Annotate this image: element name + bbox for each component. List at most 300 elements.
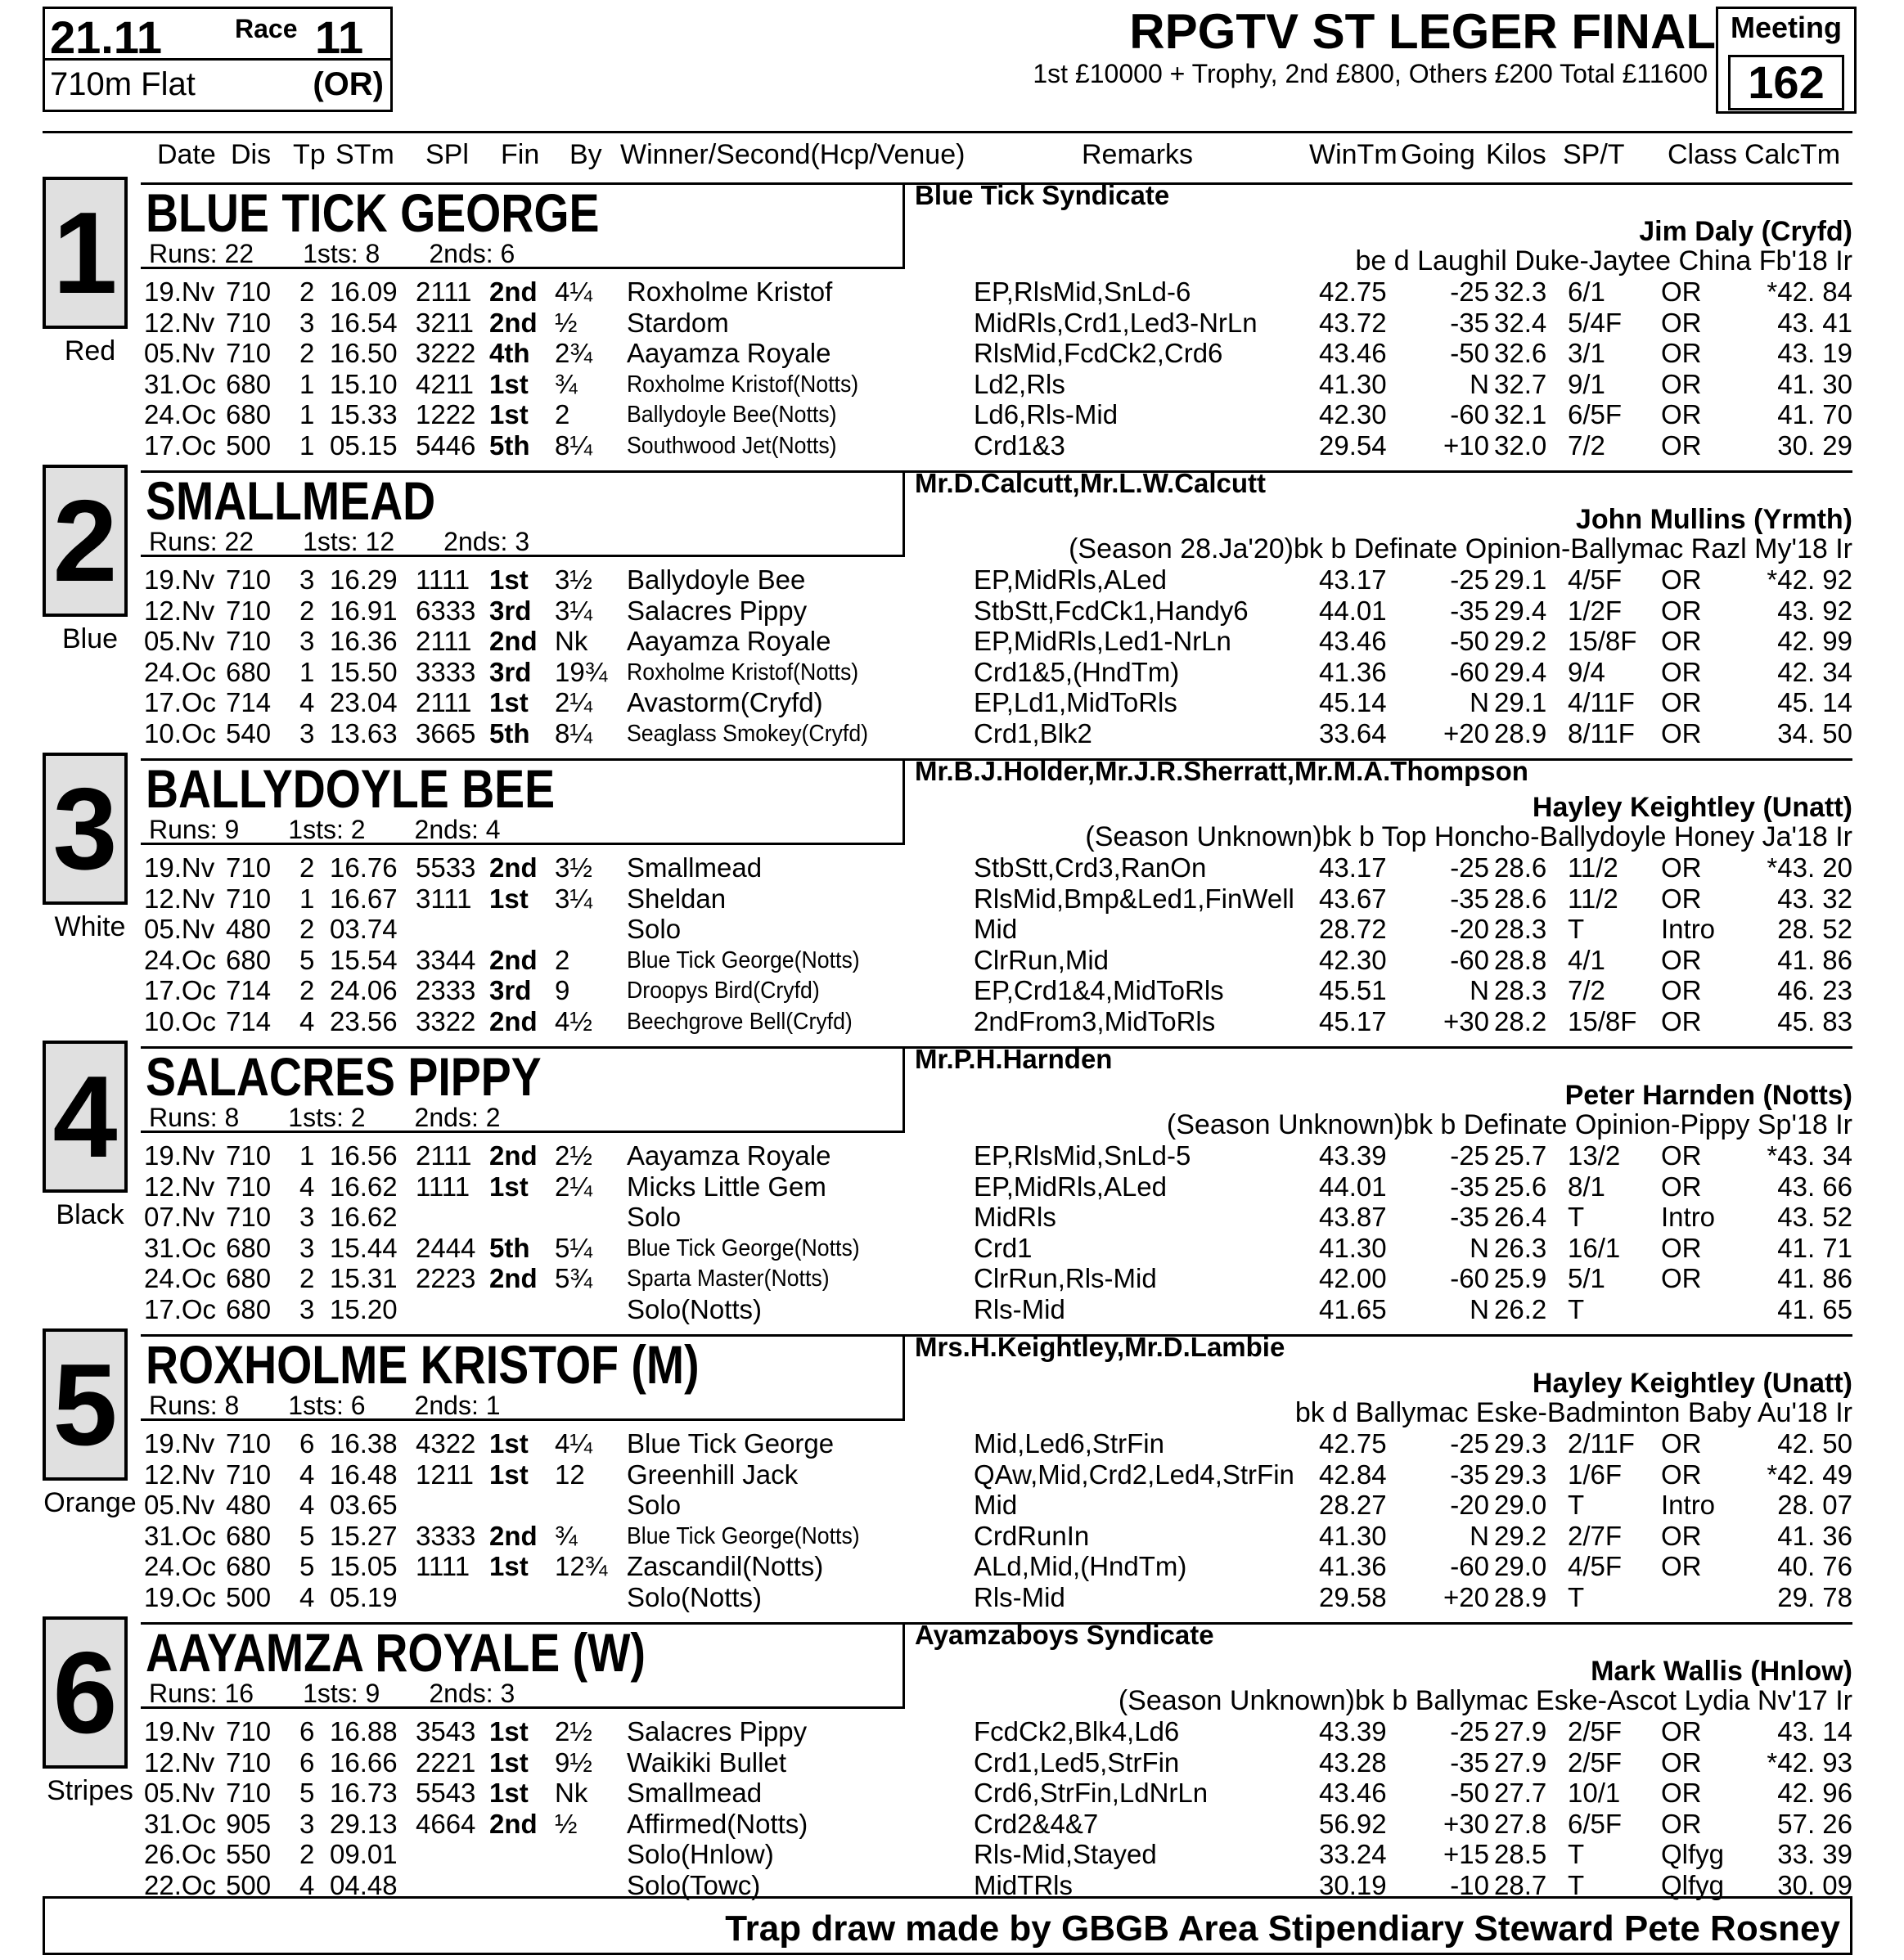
form-spl: 3222 — [416, 338, 476, 368]
form-fin: 1st — [489, 883, 529, 914]
form-fin: 2nd — [489, 276, 538, 307]
form-going: N — [1470, 975, 1489, 1005]
trap-color-label: Red — [64, 335, 116, 366]
form-fin: 4th — [489, 338, 530, 368]
form-winner: Solo(Towc) — [627, 1870, 761, 1900]
dog-name-box — [141, 1046, 905, 1133]
breeding: (Season Unknown)bk b Ballymac Eske-Ascot Lydia Nv'17 Ir — [1118, 1685, 1852, 1716]
form-fin: 3rd — [489, 657, 532, 687]
form-dis: 550 — [226, 1839, 272, 1869]
form-row — [0, 1582, 1904, 1613]
form-going: -35 — [1450, 1459, 1489, 1490]
form-dis: 680 — [226, 1233, 272, 1263]
form-dis: 680 — [226, 1551, 272, 1581]
form-going: N — [1470, 687, 1489, 717]
form-dis: 680 — [226, 657, 272, 687]
form-by: 4¼ — [555, 276, 592, 307]
form-kilos: 26.2 — [1494, 1294, 1547, 1324]
form-by: 19¾ — [555, 657, 608, 687]
form-dis: 480 — [226, 1490, 272, 1520]
form-calctm: 57. 26 — [1777, 1809, 1852, 1839]
firsts-count: 1sts: 2 — [288, 1103, 366, 1132]
form-calctm: 28. 52 — [1777, 914, 1852, 944]
form-wintm: 44.01 — [1319, 1171, 1387, 1202]
form-dis: 680 — [226, 1521, 272, 1551]
form-spl: 1222 — [416, 399, 476, 429]
form-spt: 8/1 — [1568, 1171, 1605, 1202]
form-remarks: MidRls,Crd1,Led3-NrLn — [974, 308, 1258, 338]
col-spl: SPl — [425, 139, 469, 170]
form-calctm: 28. 07 — [1777, 1490, 1852, 1520]
form-stm: 16.29 — [330, 564, 398, 595]
form-class: OR — [1661, 1428, 1702, 1459]
form-stm: 16.36 — [330, 626, 398, 656]
form-spt: 15/8F — [1568, 626, 1637, 656]
form-calctm: 46. 23 — [1777, 975, 1852, 1005]
form-date: 24.Oc — [144, 657, 217, 687]
form-tp: 4 — [299, 1870, 315, 1900]
form-remarks: Crd1 — [974, 1233, 1033, 1263]
form-fin: 5th — [489, 430, 530, 461]
form-spl: 2444 — [416, 1233, 476, 1263]
form-stm: 04.48 — [330, 1870, 398, 1900]
runs-count: Runs: 22 — [149, 527, 254, 556]
form-wintm: 43.17 — [1319, 852, 1387, 883]
form-spl: 3543 — [416, 1716, 476, 1746]
form-dis: 680 — [226, 369, 272, 399]
trap-number: 6 — [52, 1628, 118, 1758]
form-tp: 1 — [299, 369, 315, 399]
form-winner: Blue Tick George(Notts) — [627, 947, 860, 973]
form-stm: 23.04 — [330, 687, 398, 717]
form-remarks: Mid — [974, 914, 1018, 944]
form-tp: 3 — [299, 564, 315, 595]
form-remarks: Crd1&5,(HndTm) — [974, 657, 1180, 687]
form-spl: 5543 — [416, 1778, 476, 1808]
form-tp: 3 — [299, 1809, 315, 1839]
form-kilos: 29.0 — [1494, 1551, 1547, 1581]
form-tp: 4 — [299, 1171, 315, 1202]
form-class: OR — [1661, 1459, 1702, 1490]
form-dis: 680 — [226, 945, 272, 975]
form-calctm: 43. 14 — [1777, 1716, 1852, 1746]
runs-summary — [149, 527, 578, 557]
trap-number: 3 — [52, 764, 118, 894]
dog-name: SALACRES PIPPY — [146, 1046, 542, 1107]
form-kilos: 32.3 — [1494, 276, 1547, 307]
form-fin: 2nd — [489, 1809, 538, 1839]
form-going: -60 — [1450, 657, 1489, 687]
trap-color-label: Black — [56, 1199, 124, 1230]
form-by: 9 — [555, 975, 570, 1005]
form-spt: 4/1 — [1568, 945, 1605, 975]
form-tp: 2 — [299, 596, 315, 626]
form-stm: 16.62 — [330, 1202, 398, 1232]
form-class: OR — [1661, 718, 1702, 748]
seconds-count: 2nds: 4 — [414, 815, 501, 844]
form-row — [0, 1171, 1904, 1203]
form-spl: 3211 — [416, 308, 474, 338]
form-kilos: 27.8 — [1494, 1809, 1547, 1839]
form-calctm: 42. 50 — [1777, 1428, 1852, 1459]
form-remarks: EP,MidRls,Led1-NrLn — [974, 626, 1231, 656]
form-spt: 7/2 — [1568, 975, 1605, 1005]
form-spt: T — [1568, 1839, 1585, 1869]
form-winner: Roxholme Kristof(Notts) — [627, 371, 859, 398]
form-winner: Micks Little Gem — [627, 1171, 826, 1202]
form-class: Intro — [1661, 914, 1716, 944]
form-class: OR — [1661, 1233, 1702, 1263]
owner: Ayamzaboys Syndicate — [915, 1620, 1214, 1650]
form-spl: 6333 — [416, 596, 476, 626]
form-kilos: 25.9 — [1494, 1263, 1547, 1293]
form-row — [0, 1202, 1904, 1233]
dog-name: SMALLMEAD — [146, 470, 436, 531]
form-calctm: 43. 52 — [1777, 1202, 1852, 1232]
form-going: -25 — [1450, 276, 1489, 307]
footer-box — [43, 1896, 1852, 1955]
form-kilos: 29.1 — [1494, 564, 1547, 595]
trainer: Peter Harnden (Notts) — [1564, 1080, 1852, 1111]
trainer: Hayley Keightley (Unatt) — [1532, 1368, 1852, 1399]
form-fin: 2nd — [489, 626, 538, 656]
form-by: 3½ — [555, 852, 592, 883]
form-spt: 15/8F — [1568, 1006, 1637, 1036]
form-row — [0, 338, 1904, 369]
form-row — [0, 1233, 1904, 1264]
form-stm: 09.01 — [330, 1839, 398, 1869]
col-dis: Dis — [231, 139, 272, 170]
form-fin: 2nd — [489, 1140, 538, 1171]
form-kilos: 25.7 — [1494, 1140, 1547, 1171]
form-fin: 5th — [489, 718, 530, 748]
form-fin: 1st — [489, 1428, 529, 1459]
form-going: -35 — [1450, 883, 1489, 914]
form-tp: 1 — [299, 399, 315, 429]
form-calctm: 41. 71 — [1777, 1233, 1852, 1263]
form-date: 19.Nv — [144, 1428, 215, 1459]
form-date: 17.Oc — [144, 1294, 217, 1324]
form-row — [0, 1140, 1904, 1171]
form-remarks: RlsMid,FcdCk2,Crd6 — [974, 338, 1223, 368]
form-spl: 2111 — [416, 1140, 472, 1171]
form-wintm: 41.30 — [1319, 369, 1387, 399]
form-winner: Smallmead — [627, 852, 763, 883]
form-tp: 1 — [299, 430, 315, 461]
form-spl: 4322 — [416, 1428, 476, 1459]
form-fin: 2nd — [489, 945, 538, 975]
form-calctm: 43. 92 — [1777, 596, 1852, 626]
form-wintm: 41.30 — [1319, 1521, 1387, 1551]
form-by: 4¼ — [555, 1428, 592, 1459]
form-dis: 680 — [226, 1263, 272, 1293]
form-winner: Waikiki Bullet — [627, 1747, 786, 1778]
form-winner: Sheldan — [627, 883, 727, 914]
trap-number: 2 — [52, 476, 118, 606]
form-remarks: Crd1,Blk2 — [974, 718, 1092, 748]
form-date: 05.Nv — [144, 626, 215, 656]
col-fin: Fin — [501, 139, 540, 170]
form-calctm: 43. 32 — [1777, 883, 1852, 914]
form-class: OR — [1661, 369, 1702, 399]
form-date: 05.Nv — [144, 914, 215, 944]
form-wintm: 42.30 — [1319, 399, 1387, 429]
form-date: 26.Oc — [144, 1839, 217, 1869]
form-tp: 4 — [299, 1582, 315, 1612]
form-remarks: Rls-Mid — [974, 1294, 1065, 1324]
form-class: Intro — [1661, 1202, 1716, 1232]
form-spt: T — [1568, 1582, 1585, 1612]
form-date: 12.Nv — [144, 596, 215, 626]
form-spl: 2333 — [416, 975, 476, 1005]
form-stm: 29.13 — [330, 1809, 398, 1839]
form-kilos: 29.0 — [1494, 1490, 1547, 1520]
form-spl: 2111 — [416, 687, 472, 717]
dog-name: ROXHOLME KRISTOF (M) — [146, 1334, 700, 1395]
form-row — [0, 626, 1904, 657]
form-kilos: 32.4 — [1494, 308, 1547, 338]
form-going: -60 — [1450, 1551, 1489, 1581]
form-winner: Solo — [627, 1202, 682, 1232]
col-by: By — [569, 139, 602, 170]
form-row — [0, 276, 1904, 308]
form-row — [0, 1551, 1904, 1582]
form-fin: 2nd — [489, 1263, 538, 1293]
form-wintm: 43.46 — [1319, 1778, 1387, 1808]
form-going: N — [1470, 369, 1489, 399]
runs-summary — [149, 239, 564, 269]
form-winner: Solo(Notts) — [627, 1294, 763, 1324]
form-class: OR — [1661, 564, 1702, 595]
form-row — [0, 308, 1904, 339]
form-dis: 710 — [226, 308, 272, 338]
form-remarks: Crd2&4&7 — [974, 1809, 1099, 1839]
form-fin: 1st — [489, 1171, 529, 1202]
form-by: ½ — [555, 308, 578, 338]
form-spt: 9/1 — [1568, 369, 1605, 399]
form-kilos: 29.4 — [1494, 657, 1547, 687]
form-class: Qlfyg — [1661, 1839, 1725, 1869]
form-row — [0, 1521, 1904, 1552]
form-date: 24.Oc — [144, 945, 217, 975]
form-spl: 4664 — [416, 1809, 476, 1839]
form-kilos: 28.9 — [1494, 1582, 1547, 1612]
form-wintm: 41.30 — [1319, 1233, 1387, 1263]
form-kilos: 29.2 — [1494, 626, 1547, 656]
owner: Blue Tick Syndicate — [915, 180, 1170, 210]
form-dis: 710 — [226, 1778, 272, 1808]
form-fin: 1st — [489, 399, 529, 429]
form-tp: 2 — [299, 276, 315, 307]
form-fin: 3rd — [489, 975, 532, 1005]
seconds-count: 2nds: 3 — [429, 1679, 515, 1708]
trainer: Mark Wallis (Hnlow) — [1591, 1656, 1852, 1687]
form-class: OR — [1661, 1006, 1702, 1036]
form-dis: 500 — [226, 1870, 272, 1900]
form-calctm: 43. 19 — [1777, 338, 1852, 368]
form-date: 24.Oc — [144, 1551, 217, 1581]
form-tp: 3 — [299, 1294, 315, 1324]
form-going: -25 — [1450, 1428, 1489, 1459]
form-remarks: EP,RlsMid,SnLd-5 — [974, 1140, 1191, 1171]
form-stm: 03.74 — [330, 914, 398, 944]
form-kilos: 28.7 — [1494, 1870, 1547, 1900]
form-by: 2¼ — [555, 1171, 592, 1202]
form-tp: 3 — [299, 308, 315, 338]
form-remarks: EP,MidRls,ALed — [974, 1171, 1168, 1202]
form-remarks: MidRls — [974, 1202, 1056, 1232]
form-spl: 2111 — [416, 276, 472, 307]
form-class: Intro — [1661, 1490, 1716, 1520]
trainer: John Mullins (Yrmth) — [1575, 504, 1852, 535]
form-tp: 2 — [299, 852, 315, 883]
form-spt: 9/4 — [1568, 657, 1605, 687]
form-wintm: 41.65 — [1319, 1294, 1387, 1324]
col-wintm: WinTm — [1309, 139, 1398, 170]
form-kilos: 32.0 — [1494, 430, 1547, 461]
form-going: -20 — [1450, 914, 1489, 944]
form-spt: 16/1 — [1568, 1233, 1621, 1263]
form-by: 2½ — [555, 1716, 592, 1746]
form-calctm: *42. 49 — [1767, 1459, 1852, 1490]
seconds-count: 2nds: 2 — [414, 1103, 501, 1132]
form-dis: 540 — [226, 718, 272, 748]
form-calctm: *43. 34 — [1767, 1140, 1852, 1171]
form-class: OR — [1661, 657, 1702, 687]
form-date: 07.Nv — [144, 1202, 215, 1232]
runs-summary — [149, 1391, 550, 1421]
form-tp: 4 — [299, 1006, 315, 1036]
form-row — [0, 430, 1904, 461]
form-row — [0, 596, 1904, 627]
form-spt: 11/2 — [1568, 883, 1618, 914]
form-kilos: 32.6 — [1494, 338, 1547, 368]
form-fin: 5th — [489, 1233, 530, 1263]
form-remarks: EP,RlsMid,SnLd-6 — [974, 276, 1191, 307]
trap-number: 1 — [52, 188, 118, 318]
breeding: (Season Unknown)bk b Top Honcho-Ballydoyle Honey Ja'18 Ir — [1085, 821, 1852, 852]
race-title: RPGTV ST LEGER FINAL — [1129, 4, 1716, 59]
form-tp: 3 — [299, 718, 315, 748]
trap-color-label: White — [54, 911, 126, 942]
form-dis: 710 — [226, 1716, 272, 1746]
form-wintm: 43.17 — [1319, 564, 1387, 595]
form-kilos: 28.5 — [1494, 1839, 1547, 1869]
form-calctm: 43. 41 — [1777, 308, 1852, 338]
form-class: OR — [1661, 883, 1702, 914]
dog-name-box — [141, 470, 905, 557]
form-by: Nk — [555, 1778, 588, 1808]
trainer: Jim Daly (Cryfd) — [1639, 216, 1852, 247]
form-going: +15 — [1443, 1839, 1489, 1869]
breeding: (Season 28.Ja'20)bk b Definate Opinion-Ballymac Razl My'18 Ir — [1069, 533, 1852, 564]
meeting-label: Meeting — [1730, 11, 1842, 44]
form-kilos: 28.9 — [1494, 718, 1547, 748]
form-class: OR — [1661, 626, 1702, 656]
form-wintm: 33.24 — [1319, 1839, 1387, 1869]
form-going: -50 — [1450, 626, 1489, 656]
form-kilos: 29.3 — [1494, 1459, 1547, 1490]
form-winner: Beechgrove Bell(Cryfd) — [627, 1009, 853, 1035]
form-winner: Solo(Notts) — [627, 1582, 763, 1612]
form-fin: 1st — [489, 1778, 529, 1808]
form-date: 10.Oc — [144, 718, 217, 748]
form-winner: Droopys Bird(Cryfd) — [627, 978, 820, 1004]
form-stm: 05.15 — [330, 430, 398, 461]
form-by: 3¼ — [555, 596, 592, 626]
form-class: OR — [1661, 1521, 1702, 1551]
form-going: -60 — [1450, 945, 1489, 975]
meeting-box — [1716, 7, 1857, 114]
form-class: OR — [1661, 945, 1702, 975]
form-going: -25 — [1450, 1140, 1489, 1171]
form-winner: Greenhill Jack — [627, 1459, 799, 1490]
form-kilos: 29.1 — [1494, 687, 1547, 717]
form-date: 17.Oc — [144, 687, 217, 717]
form-wintm: 42.75 — [1319, 1428, 1387, 1459]
form-class: OR — [1661, 1263, 1702, 1293]
form-date: 24.Oc — [144, 399, 217, 429]
form-date: 19.Nv — [144, 564, 215, 595]
form-wintm: 45.14 — [1319, 687, 1387, 717]
form-dis: 710 — [226, 276, 272, 307]
form-winner: Affirmed(Notts) — [627, 1809, 808, 1839]
form-kilos: 28.6 — [1494, 852, 1547, 883]
form-date: 22.Oc — [144, 1870, 217, 1900]
form-date: 05.Nv — [144, 1490, 215, 1520]
form-spl: 5533 — [416, 852, 476, 883]
form-class: OR — [1661, 399, 1702, 429]
form-dis: 710 — [226, 1747, 272, 1778]
form-going: -50 — [1450, 338, 1489, 368]
form-remarks: EP,MidRls,ALed — [974, 564, 1168, 595]
form-dis: 680 — [226, 1294, 272, 1324]
col-tp: Tp — [293, 139, 326, 170]
form-calctm: 30. 09 — [1777, 1870, 1852, 1900]
form-tp: 4 — [299, 1459, 315, 1490]
form-stm: 15.33 — [330, 399, 398, 429]
form-spt: 7/2 — [1568, 430, 1605, 461]
form-stm: 16.38 — [330, 1428, 398, 1459]
firsts-count: 1sts: 2 — [288, 815, 366, 844]
form-spt: 4/5F — [1568, 1551, 1623, 1581]
form-date: 05.Nv — [144, 338, 215, 368]
form-fin: 1st — [489, 1716, 529, 1746]
form-row — [0, 914, 1904, 945]
form-kilos: 29.3 — [1494, 1428, 1547, 1459]
form-stm: 16.66 — [330, 1747, 398, 1778]
race-grade: (OR) — [313, 66, 384, 102]
form-calctm: *42. 93 — [1767, 1747, 1852, 1778]
owner: Mr.B.J.Holder,Mr.J.R.Sherratt,Mr.M.A.Thompson — [915, 756, 1528, 786]
form-spl: 1111 — [416, 1551, 470, 1581]
form-stm: 16.76 — [330, 852, 398, 883]
form-wintm: 43.46 — [1319, 626, 1387, 656]
form-remarks: Ld6,Rls-Mid — [974, 399, 1119, 429]
firsts-count: 1sts: 8 — [303, 239, 380, 268]
form-spl: 1211 — [416, 1459, 474, 1490]
form-winner: Aayamza Royale — [627, 626, 831, 656]
form-kilos: 27.9 — [1494, 1716, 1547, 1746]
form-winner: Aayamza Royale — [627, 338, 831, 368]
form-dis: 710 — [226, 883, 272, 914]
form-by: Nk — [555, 626, 588, 656]
form-going: -25 — [1450, 852, 1489, 883]
form-kilos: 28.3 — [1494, 914, 1547, 944]
form-fin: 1st — [489, 369, 529, 399]
firsts-count: 1sts: 12 — [303, 527, 395, 556]
form-stm: 03.65 — [330, 1490, 398, 1520]
